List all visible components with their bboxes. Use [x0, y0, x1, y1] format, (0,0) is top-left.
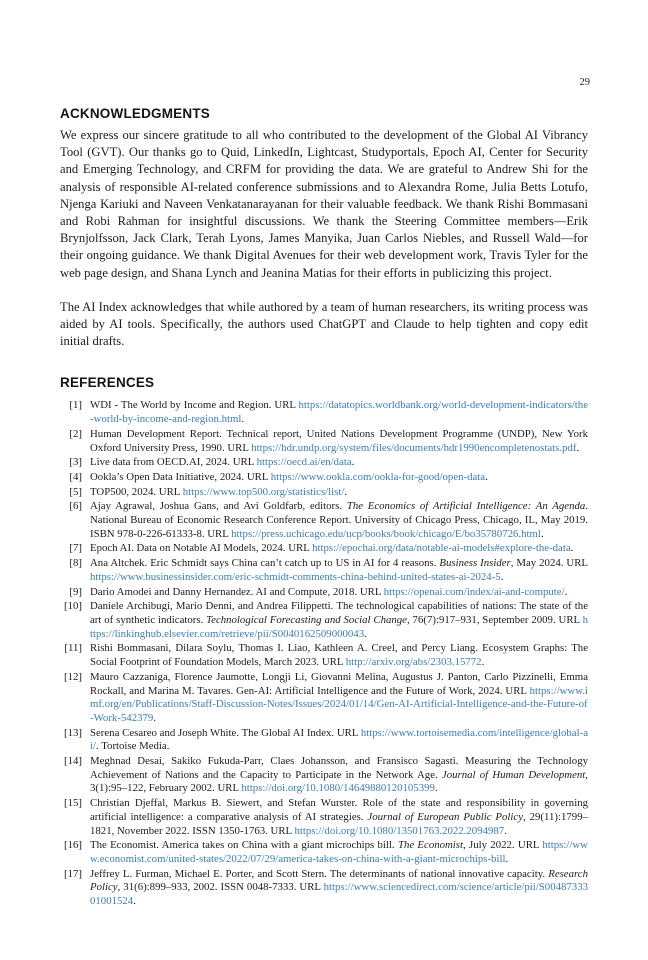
reference-italic-text: Business Insider	[439, 557, 511, 570]
reference-item	[60, 456, 588, 470]
reference-url-link[interactable]: https://datatopics.worldbank.org/world-development-indicators/the-world-by-income-and-region.html	[90, 399, 588, 426]
reference-text: Live data from OECD.AI, 2024. URL	[90, 456, 257, 469]
reference-italic-text: Journal of Human Development	[441, 768, 586, 781]
reference-text: Serena Cesareo and Joseph White. The Global AI Index. URL	[90, 726, 361, 739]
reference-number: [4]	[69, 470, 82, 483]
reference-text: Christian Djeffal, Markus B. Siewert, and Stefan Wurster. Role of the state and responsibility in governing artificial intelligence: a comparative analysis of AI strategies.	[90, 797, 588, 823]
reference-url-link[interactable]: https://www.economist.com/united-states/2022/07/29/america-takes-on-china-with-a-giant-microchips-bill	[90, 839, 588, 865]
reference-item	[60, 399, 588, 426]
reference-text: Dario Amodei and Danny Hernandez. AI and Compute, 2018. URL	[90, 585, 384, 598]
reference-url-link[interactable]: https://www.imf.org/en/Publications/Staff-Discussion-Notes/Issues/2024/01/14/Gen-AI-Artificial-Intelligence-and-the-Future-of-Work-542379	[90, 684, 588, 724]
reference-url-link[interactable]: http://arxiv.org/abs/2303.15772	[345, 656, 482, 669]
reference-item	[60, 755, 588, 796]
reference-number: [7]	[69, 542, 82, 555]
reference-number: [12]	[64, 670, 82, 683]
reference-text: .	[133, 895, 136, 908]
acknowledgments-paragraph-1: We express our sincere gratitude to all who contributed to the development of the Global AI Vibrancy Tool (GVT). Our thanks go to Quid, LinkedIn, Lightcast, Studyportals, Epoch AI, Center for Security and Emerging Technology, and CRFM for providing the data. We are grateful to Andrew Shi for the analysis of responsible AI-related conference submissions and to Alexandra Rome, Julia Betts Lotufo, Njenga Kariuki and Naveen Venkatanarayanan for their valuable feedback. We thank Rishi Bommasani and Robi Rahman for insightful discussions. We thank the Steering Committee members—Erik Brynjolfsson, Jack Clark, Terah Lyons, James Manyika, Juan Carlos Niebles, and Russell Wald—for their ongoing guidance. We thank Digital Avenues for their web development work, Travis Tyler for the web page design, and Shana Lynch and Jeanina Matias for their efforts in publicizing this project.	[60, 128, 588, 280]
reference-text: Epoch AI. Data on Notable AI Models, 2024. URL	[90, 542, 313, 555]
reference-item	[60, 542, 588, 556]
reference-text: Mauro Cazzaniga, Florence Jaumotte, Longji Li, Giovanni Melina, Augustus J. Panton, Carlo Pizzinelli, Emma Rockall, and Marina M. Tavares. Gen-AI: Artificial Intelligence and the Future of Work, 2024. URL	[90, 670, 588, 697]
reference-item	[60, 600, 588, 641]
reference-number: [5]	[69, 485, 82, 498]
reference-text: Rishi Bommasani, Dilara Soylu, Thomas I. Liao, Kathleen A. Creel, and Percy Liang. Ecosystem Graphs: The Social Footprint of Foundation Models, March 2023. URL	[90, 642, 588, 669]
reference-url-link[interactable]: https://www.top500.org/statistics/list/	[182, 485, 345, 498]
reference-number: [17]	[64, 867, 82, 880]
reference-text: Ookla’s Open Data Initiative, 2024. URL	[90, 470, 271, 483]
reference-text: Ana Altchek. Eric Schmidt says China can’t catch up to US in AI for 4 reasons.	[90, 557, 440, 570]
reference-text: , 3(1):95–122, February 2002. URL	[90, 768, 588, 795]
reference-url-link[interactable]: https://www.sciencedirect.com/science/article/pii/S0048733301001524	[90, 881, 588, 908]
reference-item	[60, 428, 588, 455]
reference-item	[60, 557, 588, 584]
reference-text: TOP500, 2024. URL	[90, 485, 183, 498]
reference-text: .	[344, 485, 348, 498]
reference-text: The Economist. America takes on China with a giant microchips bill.	[90, 839, 398, 852]
reference-url-link[interactable]: https://press.uchicago.edu/ucp/books/book/chicago/E/bo35780726.html	[231, 527, 541, 540]
reference-text: . Tortoise Media.	[96, 740, 170, 753]
reference-text: Jeffrey L. Furman, Michael E. Porter, and Scott Stern. The determinants of national innovative capacity.	[90, 867, 549, 880]
reference-text: , 31(6):899–933, 2002. ISSN 0048-7333. URL	[117, 881, 324, 894]
reference-number: [2]	[69, 427, 82, 440]
reference-number: [14]	[64, 755, 82, 768]
reference-url-link[interactable]: https://www.tortoisemedia.com/intelligence/global-ai/	[90, 726, 588, 753]
reference-url-link[interactable]: https://www.ookla.com/ookla-for-good/open-data	[270, 470, 486, 483]
reference-url-link[interactable]: https://oecd.ai/en/data	[256, 456, 352, 469]
page-content	[60, 0, 588, 909]
reference-text: WDI - The World by Income and Region. URL	[90, 399, 299, 412]
reference-text: .	[505, 852, 509, 865]
reference-text: .	[241, 413, 245, 426]
reference-italic-text: Technological Forecasting and Social Change	[206, 613, 407, 626]
reference-number: [11]	[64, 642, 82, 655]
reference-text: .	[504, 824, 507, 837]
reference-item	[60, 839, 588, 866]
reference-text: .	[570, 542, 574, 555]
reference-text: .	[153, 711, 157, 724]
reference-item	[60, 671, 588, 726]
reference-url-link[interactable]: https://linkinghub.elsevier.com/retrieve/pii/S0040162509000043	[90, 613, 589, 640]
reference-item	[60, 868, 588, 909]
acknowledgments-heading: ACKNOWLEDGMENTS	[60, 106, 210, 121]
reference-text: .	[540, 527, 544, 540]
reference-url-link[interactable]: https://www.businessinsider.com/eric-schmidt-comments-china-behind-united-states-ai-2024-5	[90, 570, 501, 583]
reference-italic-text: The Economist	[397, 839, 464, 852]
reference-text: .	[500, 570, 504, 583]
reference-url-link[interactable]: https://doi.org/10.1080/14649880120105399	[241, 782, 435, 795]
reference-text: Meghnad Desai, Sakiko Fukuda-Parr, Claes Johansson, and Fransisco Sagasti. Measuring the Technology Achievement of Nations and the Capacity to Participate in the Network Age.	[90, 755, 588, 781]
references-list	[60, 399, 588, 908]
reference-text: , 76(7):917–931, September 2009. URL	[406, 613, 583, 626]
reference-text: , May 2024. URL	[510, 557, 589, 570]
reference-number: [15]	[64, 797, 82, 810]
reference-number: [6]	[69, 500, 82, 513]
reference-number: [8]	[69, 557, 82, 570]
references-heading: REFERENCES	[60, 375, 155, 391]
reference-number: [16]	[64, 839, 82, 852]
reference-number: [1]	[69, 399, 82, 412]
reference-italic-text: The Economics of Artificial Intelligence: An Agenda	[346, 500, 586, 513]
reference-italic-text: Research Policy	[90, 867, 588, 894]
reference-text: .	[564, 585, 568, 598]
reference-number: [10]	[64, 600, 82, 613]
reference-url-link[interactable]: https://hdr.undp.org/system/files/documents/hdr1990encompletenostats.pdf	[251, 441, 577, 454]
reference-text: .	[576, 441, 580, 454]
reference-text: .	[485, 470, 488, 483]
reference-text: . National Bureau of Economic Research Conference Report. University of Chicago Press, Chicago, IL, May 2019. ISBN 978-0-226-61333-8. URL	[90, 500, 588, 540]
reference-text: .	[351, 456, 355, 469]
reference-text: Human Development Report. Technical report, United Nations Development Programme (UNDP), New York Oxford University Press, 1990. URL	[90, 427, 588, 454]
reference-text: .	[364, 627, 367, 640]
reference-url-link[interactable]: https://epochai.org/data/notable-ai-models#explore-the-data	[312, 542, 571, 555]
reference-number: [3]	[69, 456, 82, 469]
reference-item	[60, 727, 588, 754]
reference-text: Ajay Agrawal, Joshua Gans, and Avi Goldfarb, editors.	[90, 500, 347, 513]
reference-number: [13]	[64, 726, 82, 739]
reference-item	[60, 471, 588, 485]
reference-number: [9]	[69, 585, 82, 598]
page-number: 29	[579, 77, 590, 88]
reference-item	[60, 586, 588, 600]
reference-url-link[interactable]: https://doi.org/10.1080/13501763.2022.2094987	[294, 824, 505, 837]
reference-item	[60, 797, 588, 838]
reference-italic-text: Journal of European Public Policy	[367, 810, 523, 823]
reference-item	[60, 486, 588, 500]
reference-text: .	[434, 782, 438, 795]
reference-text: .	[481, 656, 485, 669]
reference-text: , July 2022. URL	[463, 839, 543, 852]
reference-text: Daniele Archibugi, Mario Denni, and Andrea Filippetti. The technological capabilities of nations: The state of the art of synthetic indicators.	[90, 600, 588, 626]
acknowledgments-paragraph-2: The AI Index acknowledges that while authored by a team of human researchers, its writing process was aided by AI tools. Specifically, the authors used ChatGPT and Claude to help tighten and copy edit initial drafts.	[60, 299, 588, 349]
reference-item	[60, 642, 588, 669]
reference-url-link[interactable]: https://openai.com/index/ai-and-compute/	[383, 585, 565, 598]
reference-item	[60, 500, 588, 541]
reference-text: , 29(11):1799–1821, November 2022. ISSN 1350-1763. URL	[90, 810, 588, 837]
